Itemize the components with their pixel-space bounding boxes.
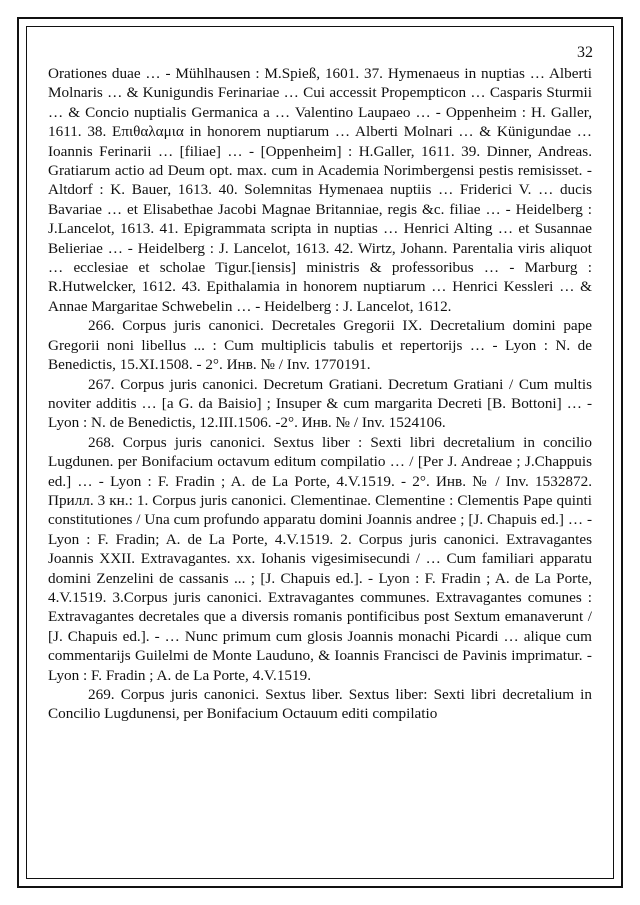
page-number: 32 bbox=[577, 44, 593, 61]
catalog-entry-268: 268. Corpus juris canonici. Sextus liber : Sexti libri decretalium in concilio Lugdunen. per Bonifacium octavum editum compilatio … / [Per J. Andreae ; J.Chappuis ed.] … - Lyon : F. Fradin ; A. de La Porte, 4.V.1519. - 2°. Инв. № / Inv. 1532872. Прилл. 3 кн.: 1. Corpus juris canonici. Clementinae. Clementine : Clementis Pape quinti constitutiones / Una cum profundo apparatu domini Joannis andree ; [J. Chapuis ed.] … - Lyon : F. Fradin; A. de La Porte, 4.V.1519. 2. Corpus juris canonici. Extravagantes Joannis XXII. Extravagantes. xx. Iohanis vigesimisecundi / … Cum familiari apparatu domini Zenzelini de cassanis ... ; [J. Chapuis ed.]. - Lyon : F. Fradin ; A. de La Porte, 4.V.1519. 3.Corpus juris canonici. Extravagantes communes. Extravagantes comunes : Extravagantes decretales que a diversis romanis pontificibus post Sextum emanaverunt / [J. Chapuis ed.]. - … Nunc primum cum glosis Joannis monachi Picardi … alique cum commentarijs Guilelmi de Monte Lauduno, & Ioannis Francisci de Pavinis imprimatur. - Lyon : F. Fradin ; A. de La Porte, 4.V.1519. bbox=[48, 433, 592, 684]
catalog-entry-269: 269. Corpus juris canonici. Sextus liber. Sextus liber: Sexti libri decretalium in Concilio Lugdunensi, per Bonifacium Octauum editi compilatio bbox=[48, 686, 592, 723]
catalog-entry-267: 267. Corpus juris canonici. Decretum Gratiani. Decretum Gratiani / Cum multis noviter additis … [a G. da Baisio] ; Insuper & cum margarita Decreti [B. Bottoni] … - Lyon : N. de Benedictis, 12.III.1506. -2°. Инв. № / Inv. 1524106. bbox=[48, 375, 592, 432]
catalog-text bbox=[48, 64, 592, 724]
catalog-entry-266: 266. Corpus juris canonici. Decretales Gregorii IX. Decretalium domini pape Gregorii noni libellus ... : Cum multiplicis tabulis et repertorijs … - Lyon : N. de Benedictis, 15.XI.1508. - 2°. Инв. № / Inv. 1770191. bbox=[48, 317, 592, 374]
continuation-paragraph: Orationes duae … - Mühlhausen : M.Spieß, 1601. 37. Hymenaeus in nuptias … Alberti Molnaris … & Kunigundis Ferinariae … Cui accessit Propempticon … Casparis Sturmii … & Concio nuptialis Germanica a … Valentino Laupaeo … - Oppenheim : H. Galler, 1611. 38. Επιθαλαμια in honorem nuptiarum … Alberti Molnari … & Künigundae … Ioannis Ferinarii … [filiae] … - [Oppenheim] : H.Galler, 1611. 39. Dinner, Andreas. Gratiarum actio ad Deum opt. max. cum in Academia Norimbergensi pestis remisisset. - Altdorf : K. Bauer, 1613. 40. Solemnitas Hymenaea nuptiis … Friderici V. … ducis Bavariae … et Elisabethae Jacobi Magnae Britanniae, regis &c. filiae … - Heidelberg : J.Lancelot, 1613. 41. Epigrammata scripta in nuptias … Henrici Alting … et Susannae Belieriae … - Heidelberg : J. Lancelot, 1613. 42. Wirtz, Johann. Parentalia viris aliquot … ecclesiae et scholae Tigur.[iensis] ministris & professoribus … - Marburg : R.Hutwelcker, 1612. 43. Epithalamia in honorem nuptiarum … Henrici Kessleri … & Annae Margaritae Schwebelin … - Heidelberg : J. Lancelot, 1612. bbox=[48, 65, 592, 315]
